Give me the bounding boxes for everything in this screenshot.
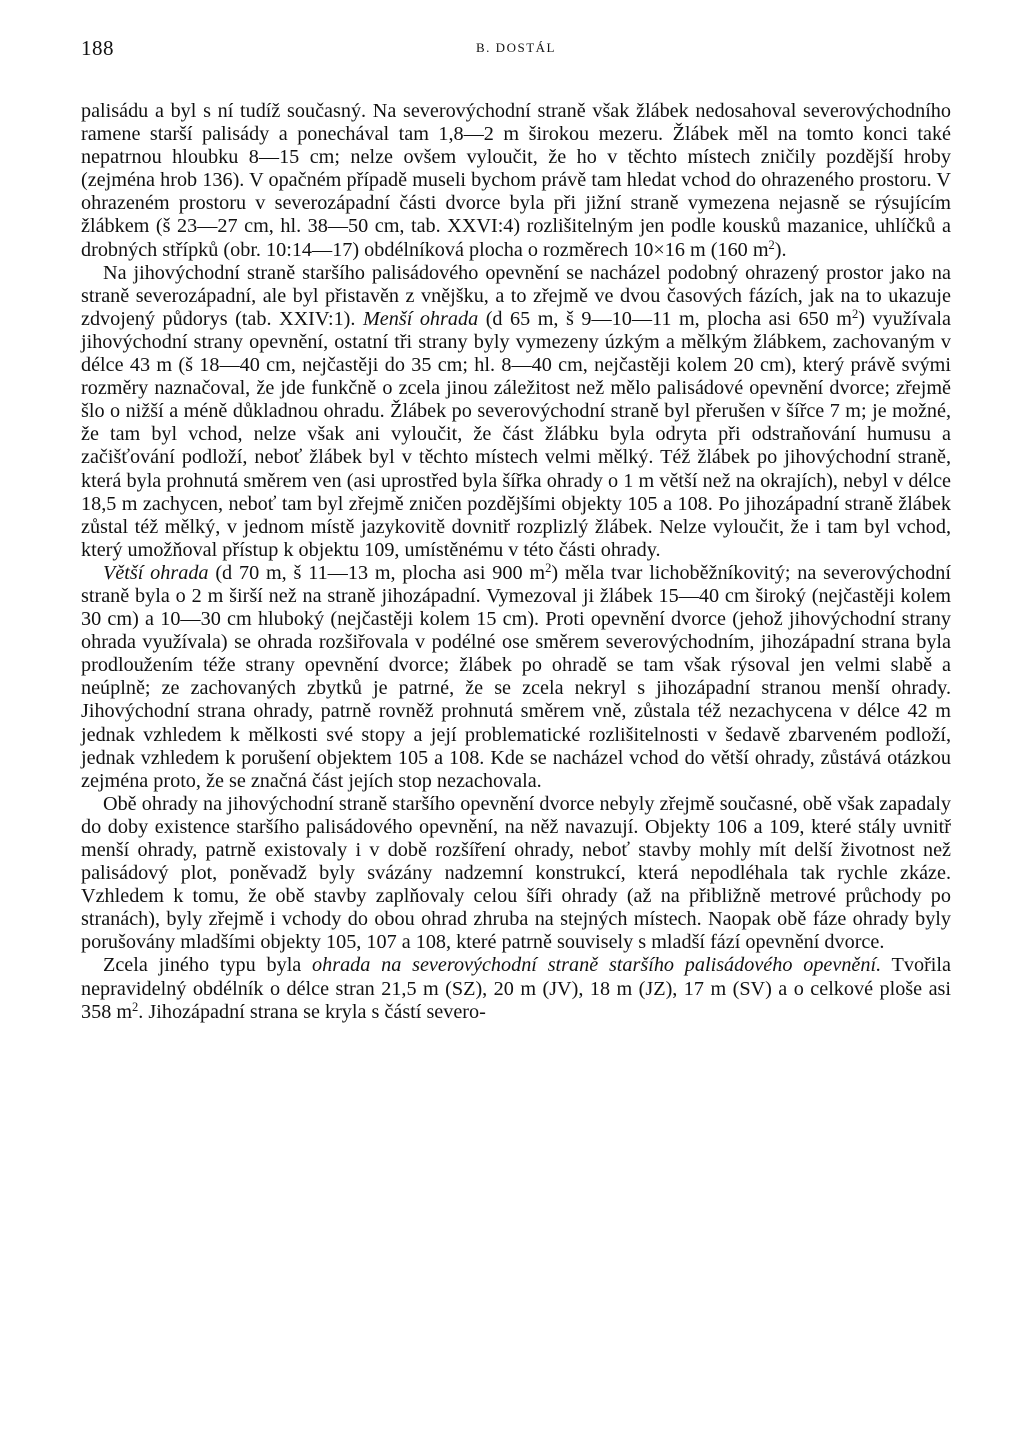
- paragraph: [81, 100, 951, 262]
- text-run: Obě ohrady na jihovýchodní straně staršího opevnění dvorce nebyly zřejmě současné, obě však zapadaly do doby existence staršího palisádového opevnění, na něž navazují. Objekty 106 a 109, které stály uvnitř menší ohrady, patrně existovaly i v době rozšíření ohrady, neboť stavby mohly mít delší životnost než palisádový plot, poněvadž byly svázány nadzemní konstrukcí, která nepodléhala tak rychle zkáze. Vzhledem k tomu, že obě stavby zaplňovaly celou šíři ohrady (až na přibližně metrové průchody po stranách), byly zřejmě i vchody do obou ohrad zhruba na stejných místech. Naopak obě fáze ohrady byly porušovány mladšími objekty 105, 107 a 108, které patrně souvisely s mladší fází opevnění dvorce.: [81, 792, 951, 954]
- italic-term: Větší ohrada: [103, 561, 209, 584]
- text-run: Tvořila nepravidelný obdélník o délce stran 21,5 m (SZ), 20 m (JV), 18 m (JZ), 17 m (SV) a o celkové ploše asi 358 m: [81, 954, 951, 1023]
- paragraph: [81, 954, 951, 1023]
- text-run: ) měla tvar lichoběžníkovitý; na severovýchodní straně byla o 2 m širší než na straně jihozápadní. Vymezoval ji žlábek 15—40 cm široký (nejčastěji kolem 30 cm) a 10—30 cm hluboký (nejčastěji kolem 15 cm). Proti opevnění dvorce (jehož jihovýchodní strany ohrada využívala) se ohrada rozšiřovala v podélné ose směrem severovýchodním, jihozápadní strana byla prodloužením téže strany opevnění dvorce; žlábek po ohradě se tam však rýsoval jen velmi slabě a neúplně; ze zachovaných zbytků je patrné, že se zcela nekryl s jihozápadní stranou menší ohrady. Jihovýchodní strana ohrady, patrně rovněž prohnutá směrem vně, zůstala též nezachycena v délce 42 m jednak vzhledem k mělkosti své stopy a její problematické rozlišitelnosti v šedavě zbarveném podloží, jednak vzhledem k porušení objektem 105 a 108. Kde se nacházel vchod do větší ohrady, zůstává otázkou zejména proto, že se značná část jejích stop nezachovala.: [81, 561, 951, 792]
- document-page: [81, 36, 951, 1024]
- page-number: 188: [81, 36, 114, 60]
- superscript: 2: [768, 237, 775, 252]
- text-run: Zcela jiného typu byla: [103, 954, 313, 977]
- text-run: (d 70 m, š 11—13 m, plocha asi 900 m: [208, 561, 546, 584]
- italic-term: ohrada na severovýchodní straně staršího palisádového opevnění.: [312, 954, 882, 977]
- superscript: 2: [545, 561, 552, 575]
- superscript: 2: [852, 306, 859, 321]
- paragraph: [81, 562, 951, 793]
- text-run: ) využívala jihovýchodní strany opevnění, ostatní tři strany byly vymezeny úzkým a mělkým žlábkem, zachovaným v délce 43 m (š 18—40 cm, nejčastěji do 35 cm; hl. 8—40 cm, nejčastěji kolem 20 cm), který právě svými rozměry naznačoval, že jde funkčně o zcela jinou záležitost než mělo palisádové opevnění dvorce; zřejmě šlo o nižší a méně důkladnou ohradu. Žlábek po severovýchodní straně byl přerušen v šířce 7 m; je možné, že tam byl vchod, nelze však ani vyloučit, že část žlábku byla odryta při odstraňování humusu a začišťování podloží, neboť žlábek byl v těchto místech velmi mělký. Též žlábek po jihovýchodní straně, která byla prohnutá směrem ven (asi uprostřed byla šířka ohrady o 1 m větší než na okrajích), nebyl v délce 18,5 m zachycen, neboť tam byl zřejmě zničen pozdějšími objekty 105 a 108. Po jihozápadní straně žlábek zůstal též mělký, v jednom místě jazykovitě dovnitř rozplizlý žlábek. Nelze vyloučit, že i tam byl vchod, který umožňoval přístup k objektu 109, umístěnému v této části ohrady.: [81, 307, 951, 561]
- paragraph: [81, 262, 951, 562]
- text-run: Na jihovýchodní straně staršího palisádového opevnění se nacházel podobný ohrazený prostor jako na straně severozápadní, ale byl přistavěn z vnějšku, a to zřejmě ve dvou časových fázích, jak na to ukazuje zdvojený půdorys (tab. XXIV:1).: [81, 261, 951, 330]
- paragraph: [81, 793, 951, 955]
- italic-term: Menší ohrada: [362, 307, 479, 330]
- body-text: [81, 100, 951, 1024]
- superscript: 2: [132, 999, 139, 1014]
- text-run: palisádu a byl s ní tudíž současný. Na severovýchodní straně však žlábek nedosahoval severovýchodního ramene starší palisády a ponechával tam 1,8—2 m širokou mezeru. Žlábek měl na tomto konci také nepatrnou hloubku 8—15 cm; nelze ovšem vyloučit, že ho v těchto místech zničily pozdější hroby (zejména hrob 136). V opačném případě museli bychom právě tam hledat vchod do ohrazeného prostoru. V ohrazeném prostoru v severozápadní části dvorce byla při jižní straně vymezena nejasně se rýsujícím žlábkem (š 23—27 cm, hl. 38—50 cm, tab. XXVI:4) rozlišitelným jen podle kousků mazanice, uhlíčků a drobných střípků (obr. 10:14—17) obdélníková plocha o rozměrech 10×16 m (160 m: [81, 100, 951, 261]
- text-run: . Jihozápadní strana se kryla s částí severo-: [138, 1000, 486, 1023]
- text-run: ).: [774, 238, 787, 261]
- page-header: [81, 36, 951, 68]
- text-run: (d 65 m, š 9—10—11 m, plocha asi 650 m: [478, 307, 853, 330]
- running-head: B. DOSTÁL: [476, 40, 556, 55]
